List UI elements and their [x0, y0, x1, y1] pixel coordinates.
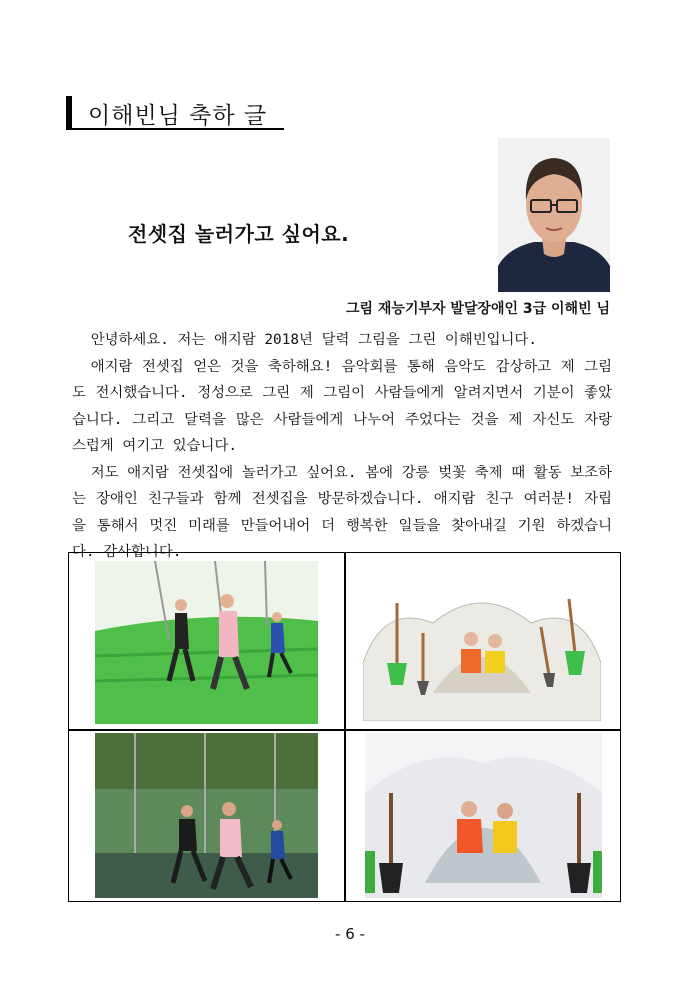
author-byline: 그림 재능기부자 발달장애인 3급 이해빈 님 — [345, 301, 610, 317]
drawing-running-relay — [95, 561, 318, 724]
image-grid — [68, 552, 621, 902]
letter-body — [72, 327, 612, 566]
header-bar — [66, 96, 72, 128]
page-number: - 6 - — [335, 925, 365, 943]
section-header — [66, 96, 284, 130]
article-subtitle: 전셋집 놀러가고 싶어요. — [128, 222, 350, 246]
paragraph: 저도 애지람 전셋집에 놀러가고 싶어요. 봄에 강릉 벚꽃 축제 때 활동 보조하는 장애인 친구들과 함께 전셋집을 방문하겠습니다. 애지람 친구 여러분! 자립을 통해서 멋진 미래를 만들어내어 더 행복한 일들을 찾아내길 기원 하겠습니다. 감사합니다. — [72, 464, 612, 560]
paragraph: 안녕하세요. 저는 애지람 2018년 달력 그림을 그린 이해빈입니다. — [90, 332, 537, 348]
photo-snow-cave — [365, 733, 602, 898]
grid-divider-vertical — [344, 553, 346, 901]
author-portrait-photo — [498, 138, 610, 292]
paragraph: 애지람 전셋집 얻은 것을 축하해요! 음악회를 통해 음악도 감상하고 제 그림도 전시했습니다. 정성으로 그린 제 그림이 사람들에게 알려지면서 기분이 좋았습니다. 그리고 달력을 많은 사람들에게 나누어 주었다는 것을 제 자신도 자랑스럽게 여기고 있습니다. — [72, 358, 612, 454]
photo-running-relay — [95, 733, 318, 898]
section-title: 이해빈님 축하 글 — [88, 103, 268, 129]
drawing-snow-cave — [363, 563, 601, 721]
grid-divider-horizontal — [69, 729, 620, 731]
